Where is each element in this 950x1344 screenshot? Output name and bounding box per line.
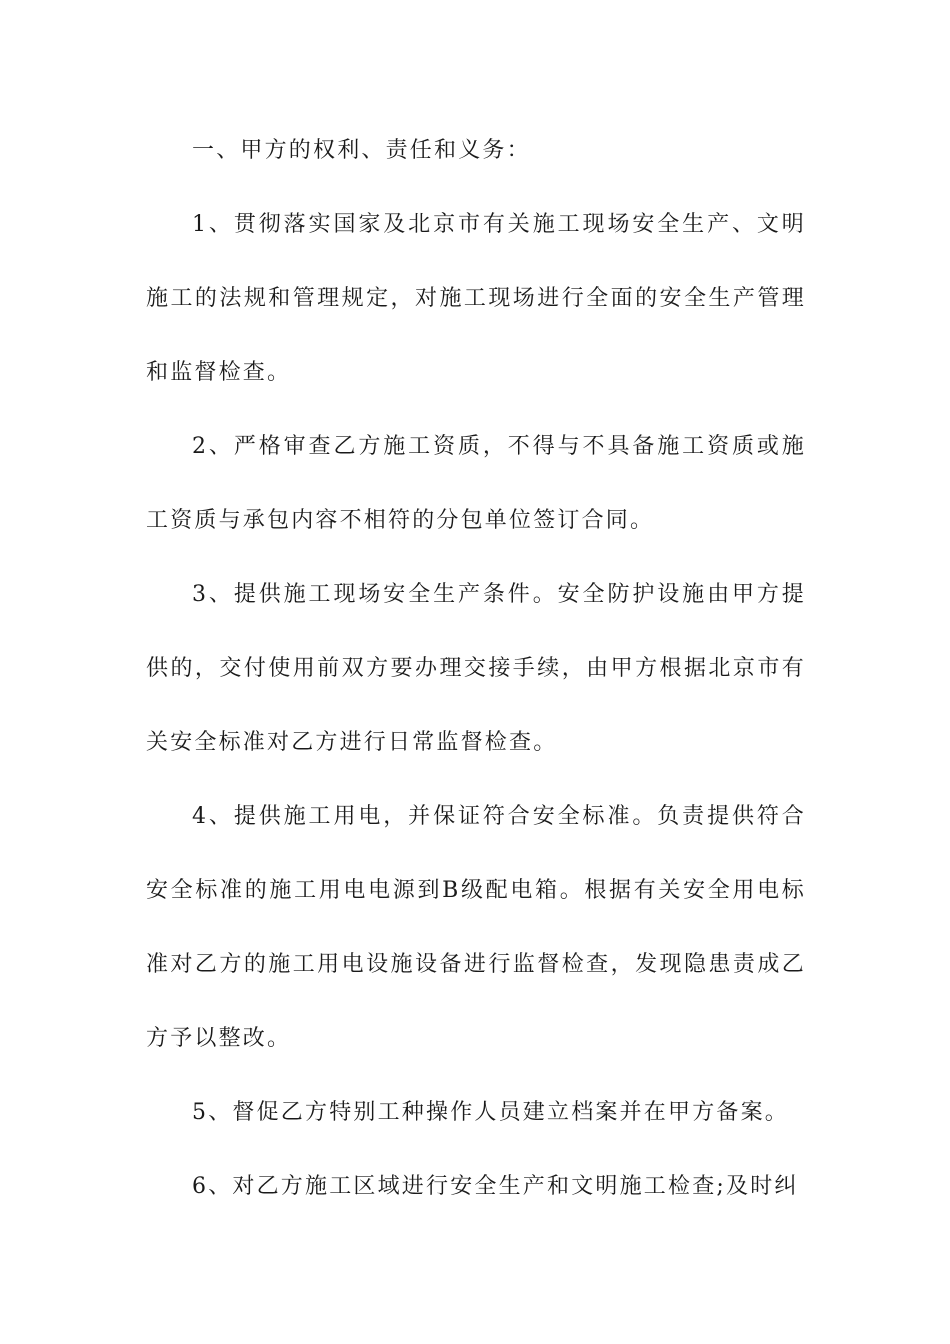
paragraph-4: 4、提供施工用电，并保证符合安全标准。负责提供符合安全标准的施工用电电源到B级配电箱。根据有关安全用电标准对乙方的施工用电设施设备进行监督检查，发现隐患责成乙方予以整改。	[146, 804, 806, 1051]
document-body	[146, 114, 806, 1224]
paragraph-3: 3、提供施工现场安全生产条件。安全防护设施由甲方提供的，交付使用前双方要办理交接手续，由甲方根据北京市有关安全标准对乙方进行日常监督检查。	[146, 582, 806, 755]
section-heading: 一、甲方的权利、责任和义务：	[192, 138, 531, 163]
paragraph-6: 6、对乙方施工区域进行安全生产和文明施工检查;及时纠	[192, 1174, 799, 1199]
paragraph-1: 1、贯彻落实国家及北京市有关施工现场安全生产、文明施工的法规和管理规定，对施工现场进行全面的安全生产管理和监督检查。	[146, 212, 806, 385]
paragraph-2: 2、严格审查乙方施工资质，不得与不具备施工资质或施工资质与承包内容不相符的分包单位签订合同。	[146, 434, 806, 533]
paragraph-5: 5、督促乙方特别工种操作人员建立档案并在甲方备案。	[192, 1100, 789, 1125]
